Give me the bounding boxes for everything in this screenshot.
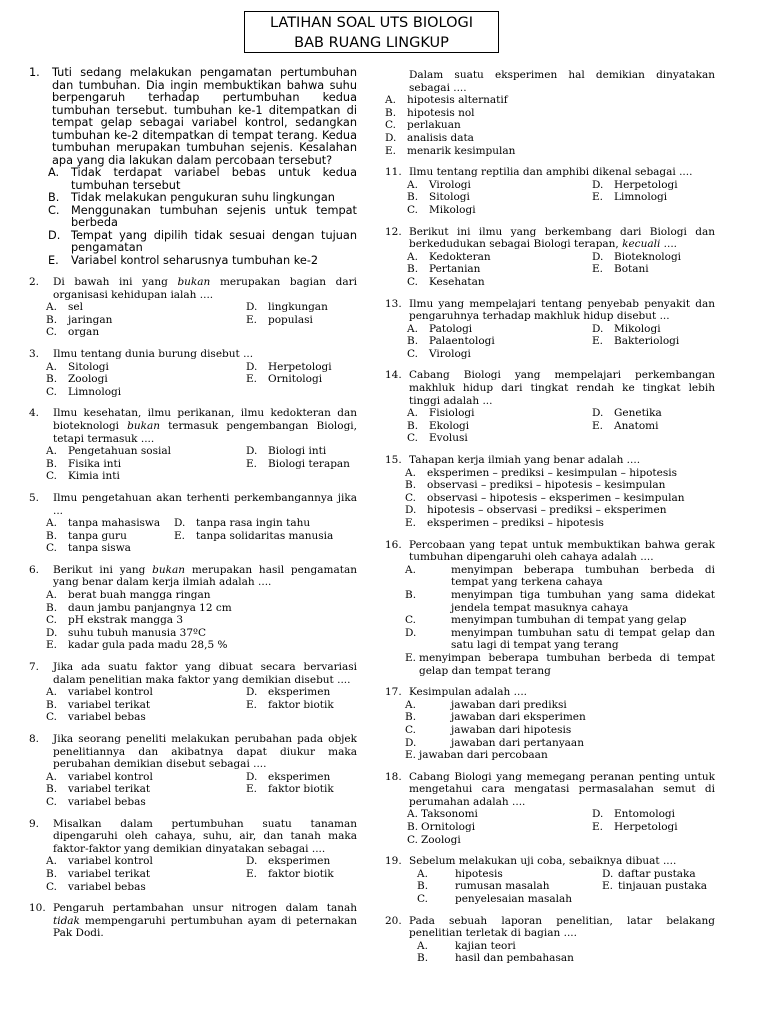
question-number: 19. (385, 855, 402, 868)
option: E. Limnologi (592, 191, 668, 204)
question-8 (29, 733, 357, 809)
question-stem: Ilmu pengetahuan akan terhenti perkembangannya jika ... (53, 491, 357, 517)
question-stem: Kesimpulan adalah .... (409, 686, 527, 699)
option: E. Biologi terapan (246, 457, 350, 470)
question-15 (385, 454, 715, 530)
option: A. hipotesis alternatif (385, 94, 508, 107)
option: E. faktor biotik (246, 867, 334, 880)
option: B. variabel terikat (46, 783, 151, 796)
question-number: 7. (29, 661, 40, 674)
question-stem: Sebelum melakukan uji coba, sebaiknya dibuat .... (409, 855, 677, 868)
question-number: 1. (29, 66, 40, 79)
question-10 (29, 902, 357, 940)
option: B. tanpa guru (46, 529, 127, 542)
question-12 (385, 226, 715, 289)
option: C. pH ekstrak mangga 3 (46, 614, 184, 627)
question-stem: Ilmu yang mempelajari tentang penyebab penyakit dan pengaruhnya terhadap makhluk hidup disebut ... (409, 297, 715, 323)
option: B. Zoologi (46, 373, 108, 386)
option: A. menyimpan beberapa tumbuhan berbeda di tempat yang terkena cahaya (405, 563, 715, 589)
option: C. Zoologi (407, 833, 461, 846)
option: E. tanpa solidaritas manusia (174, 529, 334, 542)
question-number (385, 69, 409, 94)
option: D. Biologi inti (246, 445, 327, 458)
option: C. observasi – hipotesis – eksperimen – kesimpulan (405, 491, 685, 504)
question-5 (29, 492, 357, 555)
option: D. Herpetologi (592, 178, 678, 191)
option: C. Kesehatan (407, 275, 485, 288)
question-stem: Ilmu kesehatan, ilmu perikanan, ilmu kedokteran dan bioteknologi bukan termasuk pengembangan Biologi, tetapi termasuk .... (53, 407, 357, 445)
question-10-continued (385, 69, 715, 157)
option: B. Tidak melakukan pengukuran suhu lingkungan (48, 191, 335, 204)
option: E. menarik kesimpulan (385, 144, 516, 157)
option: A. hipotesis (417, 867, 503, 880)
option: A. Taksonomi (407, 808, 478, 821)
question-19 (385, 855, 715, 905)
question-number: 13. (385, 297, 402, 310)
option: A. kajian teori (417, 939, 516, 952)
option: E. eksperimen – prediksi – hipotesis (405, 517, 604, 529)
question-7 (29, 661, 357, 724)
question-number: 3. (29, 347, 40, 360)
option: E. faktor biotik (246, 698, 334, 711)
option: C. Virologi (407, 347, 471, 360)
option: C. jawaban dari hipotesis (405, 723, 572, 736)
question-stem: Ilmu tentang dunia burung disebut ... (53, 347, 254, 360)
question-number: 6. (29, 563, 40, 576)
option: B. jawaban dari eksperimen (405, 711, 586, 724)
question-stem: Pengaruh pertambahan unsur nitrogen dalam tanah tidak mempengaruhi pertumbuhan ayam di peternakan Pak Dodi. (53, 902, 357, 940)
option: C. menyimpan tumbuhan di tempat yang gelap (405, 614, 687, 627)
question-number: 12. (385, 225, 402, 238)
question-number: 8. (29, 733, 40, 745)
option: D. lingkungan (246, 301, 328, 314)
question-number: 17. (385, 686, 402, 699)
option: A. variabel kontrol (46, 855, 153, 868)
question-stem: Di bawah ini yang bukan merupakan bagian dari organisasi kehidupan ialah .... (53, 276, 357, 301)
option: C. organ (46, 326, 100, 339)
option: C. variabel bebas (46, 795, 146, 808)
option: B. Pertanian (407, 263, 481, 276)
option: D. daftar pustaka (602, 867, 696, 880)
option: D. eksperimen (246, 686, 331, 699)
option: B. variabel terikat (46, 698, 151, 711)
option: C. perlakuan (385, 119, 461, 132)
question-2 (29, 276, 357, 339)
option: B. hipotesis nol (385, 106, 475, 119)
question-16 (385, 539, 715, 678)
option: A. Tidak terdapat variabel bebas untuk kedua tumbuhan tersebut (48, 166, 357, 192)
option: A. eksperimen – prediksi – kesimpulan – hipotesis (405, 466, 678, 479)
option: A. Pengetahuan sosial (46, 445, 171, 458)
question-18 (385, 771, 715, 847)
option: E. Variabel kontrol seharusnya tumbuhan ke-2 (48, 253, 319, 267)
option: D. Entomologi (592, 808, 676, 821)
question-number: 11. (385, 166, 402, 179)
option: D. analisis data (385, 131, 474, 144)
option: C. variabel bebas (46, 711, 146, 724)
option: D. eksperimen (246, 855, 331, 868)
option: B. daun jambu panjangnya 12 cm (46, 601, 232, 614)
question-number: 10. (29, 902, 46, 915)
option: C. Kimia inti (46, 470, 120, 483)
option: C. tanpa siswa (46, 542, 131, 555)
question-number: 5. (29, 491, 40, 504)
question-stem: Jika ada suatu faktor yang dibuat secara bervariasi dalam penelitian maka faktor yang demikian disebut .... (53, 661, 357, 686)
option: B. Fisika inti (46, 457, 122, 470)
option: A. variabel kontrol (46, 770, 153, 783)
option: C. Limnologi (46, 385, 122, 398)
option: D. Genetika (592, 407, 662, 420)
question-stem: Berikut ini ilmu yang berkembang dari Biologi dan berkedudukan sebagai Biologi terapan, kecuali .... (409, 225, 715, 251)
option: A. Virologi (407, 178, 471, 191)
question-number: 4. (29, 407, 40, 420)
question-stem: Misalkan dalam pertumbuhan suatu tanaman dipengaruhi oleh cahaya, suhu, air, dan tanah maka faktor-faktor yang demikian dinyatakan sebagai .... (53, 817, 357, 855)
option: B. rumusan masalah (417, 880, 550, 893)
right-column (385, 69, 715, 974)
question-4 (29, 407, 357, 483)
question-stem: Percobaan yang tepat untuk membuktikan bahwa gerak tumbuhan dipengaruhi oleh cahaya adalah .... (409, 538, 715, 564)
option: E. tinjauan pustaka (602, 880, 707, 893)
option: E. Bakteriologi (592, 335, 680, 348)
option: D. Herpetologi (246, 360, 332, 373)
option: E. menyimpan beberapa tumbuhan berbeda di tempat gelap dan tempat terang (405, 651, 715, 677)
question-stem: Ilmu tentang reptilia dan amphibi dikenal sebagai .... (409, 166, 693, 179)
question-17 (385, 686, 715, 762)
option: D. menyimpan tumbuhan satu di tempat gelap dan satu lagi di tempat yang terang (405, 626, 715, 652)
question-3 (29, 348, 357, 398)
option: A. Fisiologi (407, 407, 475, 420)
option: A. Kedokteran (407, 250, 491, 263)
question-stem: Dalam suatu eksperimen hal demikian dinyatakan sebagai .... (409, 69, 715, 94)
option: D. eksperimen (246, 770, 331, 783)
option: E. populasi (246, 313, 313, 326)
option: D. tanpa rasa ingin tahu (174, 517, 311, 530)
option: C. penyelesaian masalah (417, 893, 573, 906)
option: E. Anatomi (592, 419, 659, 432)
option: E. Herpetologi (592, 821, 678, 834)
question-9 (29, 818, 357, 894)
option: C. variabel bebas (46, 880, 146, 893)
title-box (244, 11, 499, 53)
question-number: 18. (385, 770, 402, 783)
question-stem: Tuti sedang melakukan pengamatan pertumbuhan dan tumbuhan. Dia ingin membuktikan bahwa suhu berpengaruh terhadap pertumbuhan kedua tumbuhan tersebut. tumbuhan ke-1 ditempatkan di tempat gelap sebagai variabel kontrol, sedangkan tumbuhan ke-2 ditempatkan di tempat terang. Kedua tumbuhan merupakan tumbuhan sejenis. Kesalahan apa yang dia lakukan dalam percobaan tersebut? (52, 66, 357, 167)
question-number: 15. (385, 454, 402, 467)
question-14 (385, 369, 715, 445)
option: C. Mikologi (407, 203, 476, 216)
question-stem: Berikut ini yang bukan merupakan hasil pengamatan yang benar dalam kerja ilmiah adalah .... (53, 563, 357, 589)
left-column (29, 67, 357, 949)
option: D. Tempat yang dipilih tidak sesuai dengan tujuan pengamatan (48, 228, 357, 254)
question-stem: Cabang Biologi yang memegang peranan penting untuk mengetahui cara mengatasi permasalahan semut di perumahan adalah .... (409, 770, 715, 808)
question-number: 2. (29, 276, 40, 288)
option: A. Patologi (407, 322, 473, 335)
option: A. variabel kontrol (46, 686, 153, 699)
question-number: 14. (385, 369, 402, 382)
option: A. tanpa mahasiswa (46, 517, 161, 530)
option: A. sel (46, 301, 83, 314)
question-11 (385, 166, 715, 216)
question-stem: Pada sebuah laporan penelitian, latar belakang penelitian terletak di bagian .... (409, 914, 715, 940)
option: B. menyimpan tiga tumbuhan yang sama didekat jendela tempat masuknya cahaya (405, 588, 715, 614)
option: A. jawaban dari prediksi (405, 698, 567, 711)
question-number: 9. (29, 817, 40, 830)
option: A. Sitologi (46, 360, 109, 373)
option: C. Menggunakan tumbuhan sejenis untuk tempat berbeda (48, 203, 357, 229)
question-number: 16. (385, 538, 402, 551)
option: D. hipotesis – observasi – prediksi – eksperimen (405, 504, 667, 517)
question-stem: Cabang Biologi yang mempelajari perkembangan makhluk hidup dari tingkat rendah ke tingkat lebih tinggi adalah ... (409, 369, 715, 407)
option: B. hasil dan pembahasan (417, 952, 574, 965)
option: B. variabel terikat (46, 867, 151, 880)
question-stem: Jika seorang peneliti melakukan perubahan pada objek penelitiannya dan akibatnya dapat diukur maka perubahan demikian disebut sebagai .... (53, 733, 357, 771)
question-13 (385, 298, 715, 361)
question-stem: Tahapan kerja ilmiah yang benar adalah .... (409, 454, 641, 467)
option: B. jaringan (46, 313, 113, 326)
option: B. Ornitologi (407, 821, 476, 834)
option: B. Sitologi (407, 191, 470, 204)
option: B. observasi – prediksi – hipotesis – kesimpulan (405, 479, 666, 492)
option: D. Bioteknologi (592, 250, 682, 263)
option: E. jawaban dari percobaan (405, 749, 548, 762)
option: D. Mikologi (592, 322, 661, 335)
option: E. Ornitologi (246, 373, 323, 386)
option: E. kadar gula pada madu 28,5 % (46, 639, 228, 652)
option: B. Ekologi (407, 419, 470, 432)
question-20 (385, 915, 715, 965)
option: D. suhu tubuh manusia 37ºC (46, 626, 206, 639)
question-number: 20. (385, 914, 402, 927)
question-1 (29, 67, 357, 267)
option: E. faktor biotik (246, 783, 334, 796)
title-line-2: BAB RUANG LINGKUP (294, 35, 449, 51)
option: E. Botani (592, 263, 649, 276)
option: C. Evolusi (407, 432, 468, 445)
question-6 (29, 564, 357, 652)
title-line-1: LATIHAN SOAL UTS BIOLOGI (270, 15, 473, 31)
option: B. Palaentologi (407, 335, 495, 348)
option: D. jawaban dari pertanyaan (405, 736, 584, 749)
option: A. berat buah mangga ringan (46, 589, 211, 602)
